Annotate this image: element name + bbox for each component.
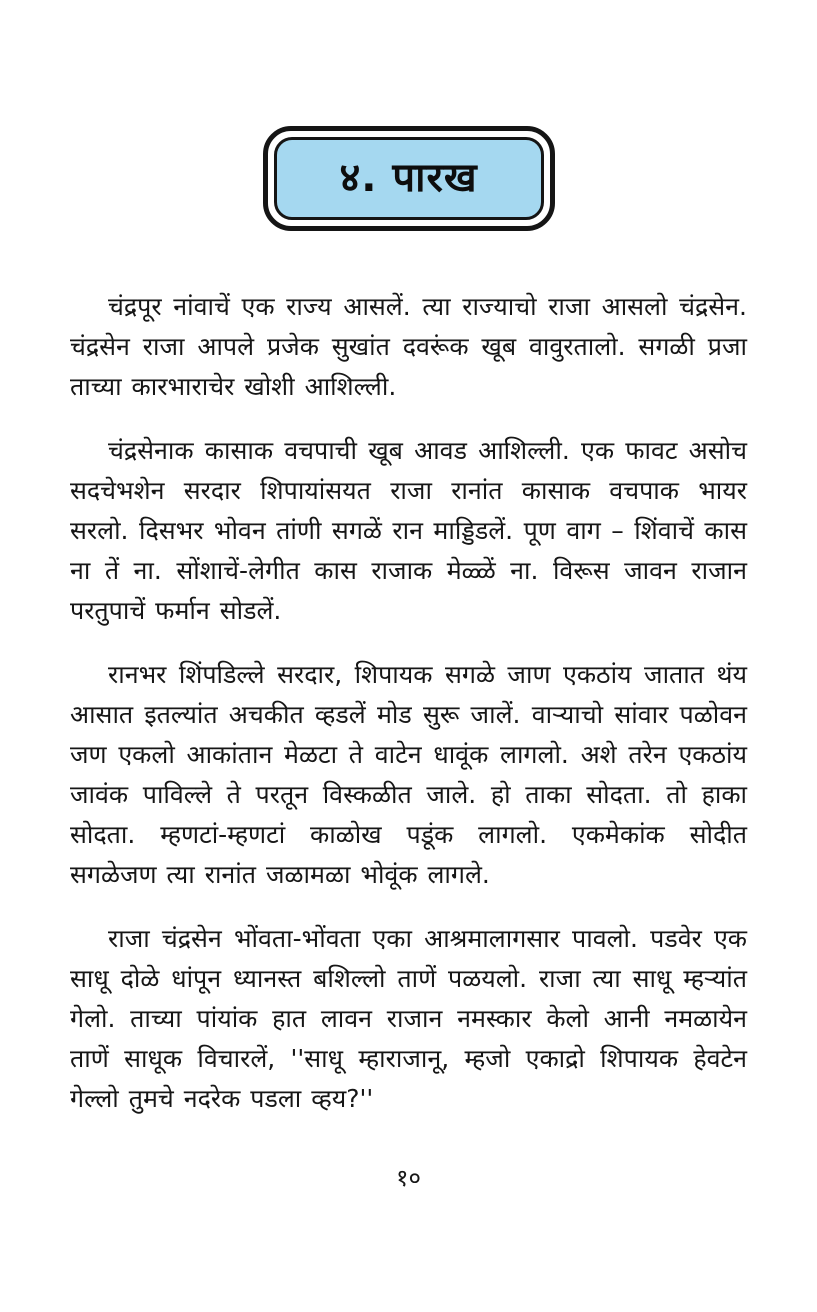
chapter-title: ४. पारख xyxy=(339,155,478,201)
chapter-title-area xyxy=(0,0,817,231)
paragraph-3: रानभर शिंपडिल्ले सरदार, शिपायक सगळे जाण एकठांय जातात थंय आसात इतल्यांत अचकीत व्हडलें मोड सुरू जालें. वाऱ्याचो सांवार पळोवन जण एकलो आकांतान मेळटा ते वाटेन धावूंक लागलो. अशे तरेन एकठांय जावंक पाविल्ले ते परतून विस्कळीत जाले. हो ताका सोदता. तो हाका सोदता. म्हणटां-म्हणटां काळोख पडूंक लागलो. एकमेकांक सोदीत सगळेजण त्या रानांत जळामळा भोवूंक लागले. xyxy=(70,660,747,889)
chapter-title-box-inner xyxy=(274,137,544,220)
paragraph-1: चंद्रपूर नांवाचें एक राज्य आसलें. त्या राज्याचो राजा आसलो चंद्रसेन. चंद्रसेन राजा आपले प्रजेक सुखांत दवरूंक खूब वावुरतालो. सगळी प्रजा ताच्या कारभाराचेर खोशी आशिल्ली. xyxy=(70,292,747,401)
paragraph-2: चंद्रसेनाक कासाक वचपाची खूब आवड आशिल्ली. एक फावट असोच सदचेभशेन सरदार शिपायांसयत राजा रानांत कासाक वचपाक भायर सरलो. दिसभर भोवन तांणी सगळें रान माड्डिडलें. पूण वाग – शिंवाचें कास ना तें ना. सोंशाचें-लेगीत कास राजाक मेळ्ळें ना. विरूस जावन राजान परतुपाचें फर्मान सोडलें. xyxy=(70,436,747,625)
page-number: १० xyxy=(396,1164,421,1192)
chapter-body xyxy=(70,287,747,1119)
page-footer xyxy=(0,1161,817,1194)
chapter-title-box-outer xyxy=(263,126,555,231)
paragraph-4: राजा चंद्रसेन भोंवता-भोंवता एका आश्रमालागसार पावलो. पडवेर एक साधू दोळे धांपून ध्यानस्त बशिल्लो ताणें पळयलो. राजा त्या साधू म्हऱ्यांत गेलो. ताच्या पांयांक हात लावन राजान नमस्कार केलो आनी नमळायेन ताणें साधूक विचारलें, ''साधू म्हाराजानू, म्हजो एकाद्रो शिपायक हेवटेन गेल्लो तुमचे नदरेक पडला व्हय?'' xyxy=(70,924,747,1113)
